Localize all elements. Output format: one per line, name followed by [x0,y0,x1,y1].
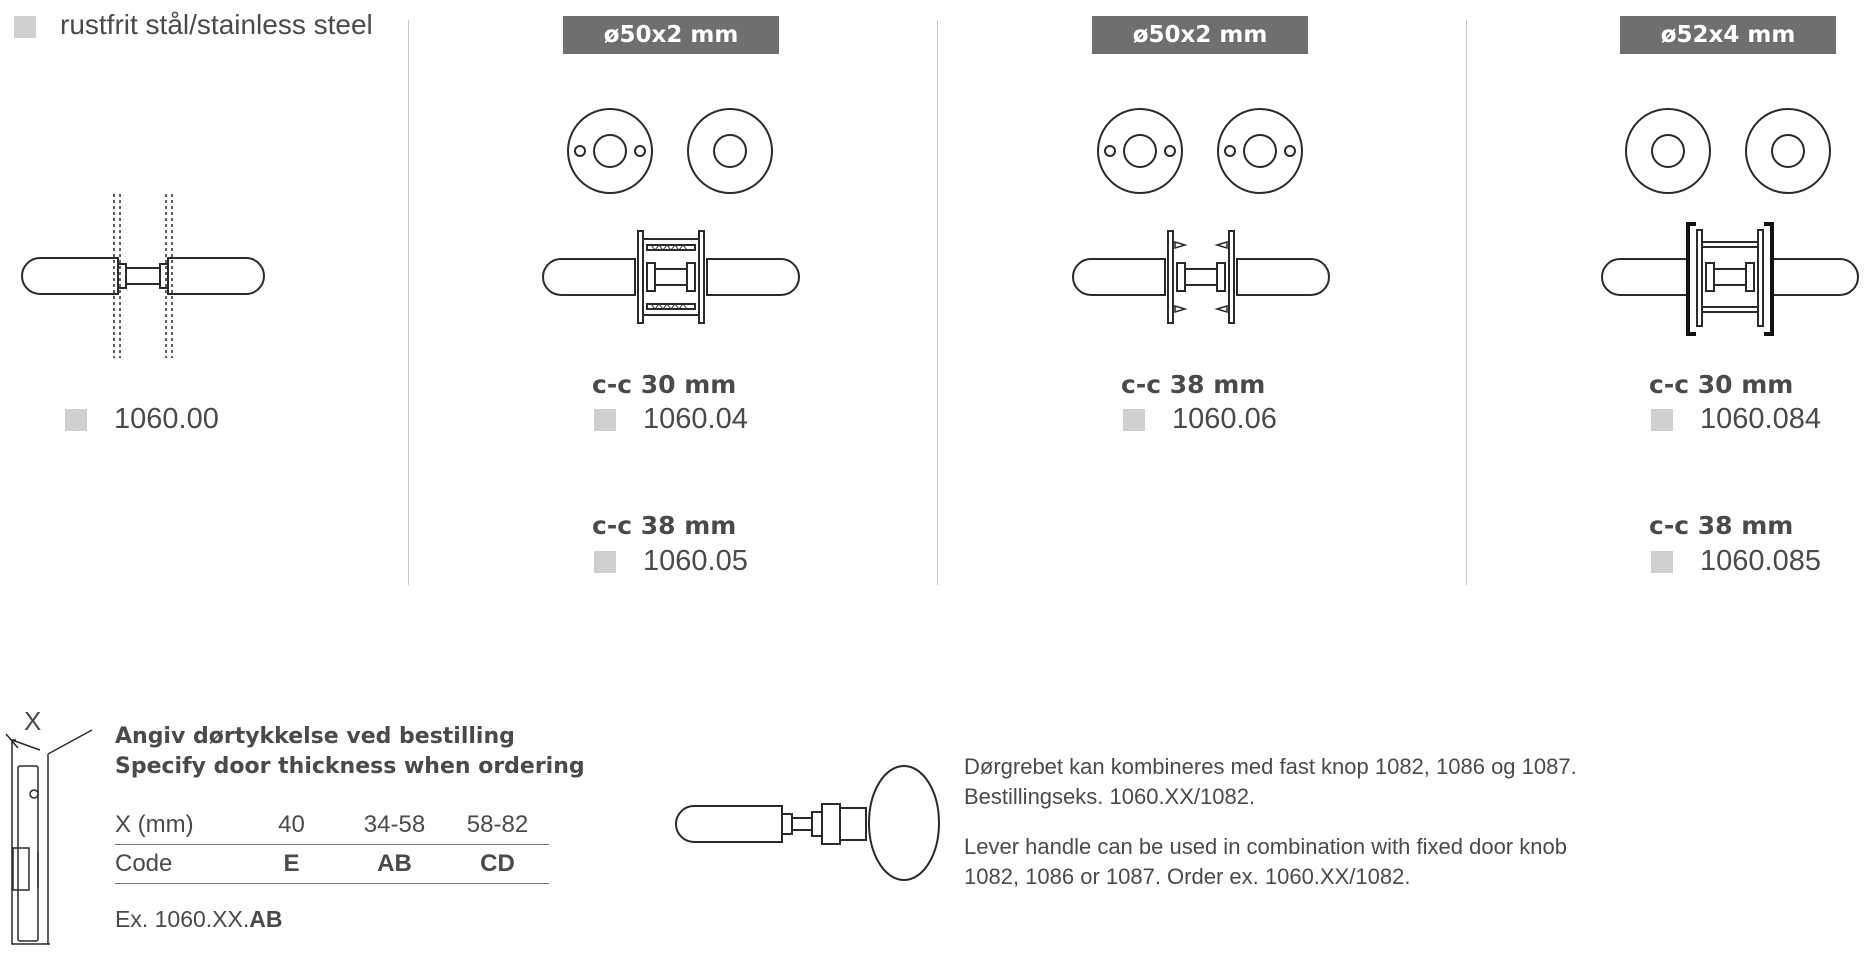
rosette-plain-icon [1743,106,1833,196]
center-distance-label: c-c 30 mm [1649,370,1794,399]
rosette-with-screws-icon [1095,106,1185,196]
material-swatch [14,16,36,38]
order-example [115,906,282,933]
column-divider-1 [408,20,409,585]
combination-text-no: Dørgrebet kan kombineres med fast knop 1082, 1086 og 1087. Bestillingseks. 1060.XX/1082. [964,754,1577,809]
rosette-plain-icon [685,106,775,196]
code-swatch [1651,551,1673,573]
rosette-size-badge: ø50x2 mm [563,16,779,54]
product-code: 1060.05 [643,545,748,577]
table-cell: AB [343,845,446,884]
door-thickness-heading-en: Specify door thickness when ordering [115,754,585,779]
table-cell: X (mm) [115,806,240,845]
lever-handle-pair-drawing [10,190,275,365]
door-thickness-heading-no: Angiv dørtykkelse ved bestilling [115,724,515,749]
order-example-prefix: Ex. 1060.XX. [115,906,250,932]
material-label: rustfrit stål/stainless steel [60,9,373,40]
lever-handle-with-thick-rosettes-drawing [1596,218,1866,342]
code-swatch [1123,409,1145,431]
center-distance-label: c-c 30 mm [592,370,737,399]
code-swatch [594,551,616,573]
center-distance-label: c-c 38 mm [1121,370,1266,399]
product-code: 1060.06 [1172,403,1277,435]
rosette-plain-icon [1623,106,1713,196]
code-swatch [65,409,87,431]
door-thickness-table [115,806,549,884]
code-swatch [594,409,616,431]
rosette-size-badge: ø52x4 mm [1620,16,1836,54]
product-code: 1060.084 [1700,403,1821,435]
center-distance-label: c-c 38 mm [592,511,737,540]
door-thickness-diagram [4,712,94,948]
rosette-with-screws-icon [565,106,655,196]
product-code: 1060.085 [1700,545,1821,577]
center-distance-label: c-c 38 mm [1649,511,1794,540]
combination-text-en: Lever handle can be used in combination with fixed door knob 1082, 1086 or 1087. Order ex. 1060.XX/1082. [964,834,1567,889]
order-example-code: AB [249,906,283,932]
table-cell: 40 [240,806,343,845]
lever-handle-with-rosettes-drawing [537,225,807,335]
table-cell: CD [446,845,549,884]
product-code: 1060.00 [114,403,219,435]
lever-handle-with-screws-drawing [1067,225,1337,335]
column-divider-2 [937,20,938,585]
column-divider-3 [1466,20,1467,585]
rosette-with-screws-icon [1215,106,1305,196]
thickness-x-label: X [24,706,42,736]
code-swatch [1651,409,1673,431]
lever-with-fixed-knob-drawing [672,762,942,884]
product-code: 1060.04 [643,403,748,435]
table-cell: E [240,845,343,884]
rosette-size-badge: ø50x2 mm [1092,16,1308,54]
table-cell: 34-58 [343,806,446,845]
table-cell: 58-82 [446,806,549,845]
table-cell: Code [115,845,240,884]
table-row [115,845,549,884]
table-row [115,806,549,845]
